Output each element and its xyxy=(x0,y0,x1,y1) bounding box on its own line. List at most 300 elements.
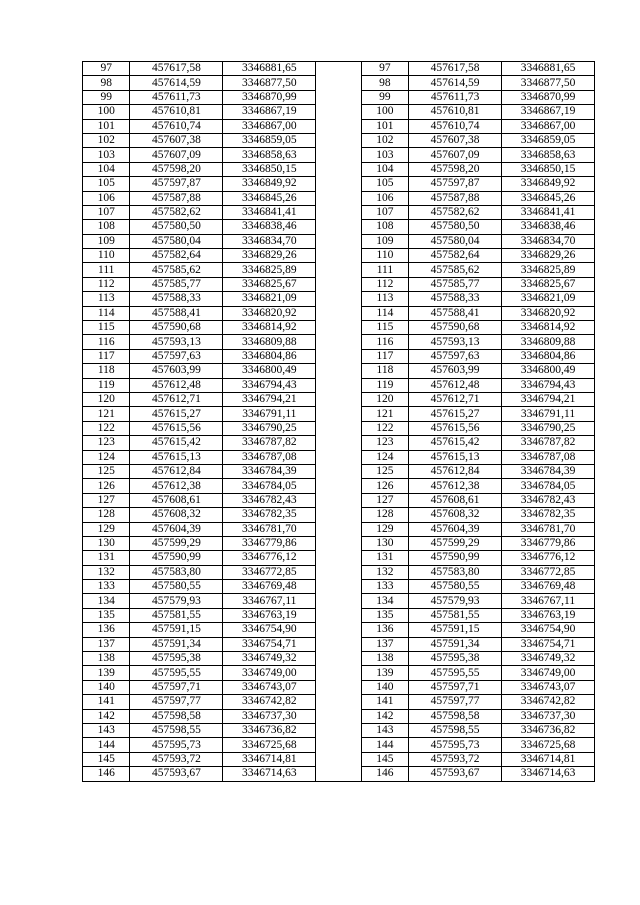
left-x-coordinate-cell: 457612,38 xyxy=(130,479,223,493)
table-row xyxy=(83,695,595,709)
left-x-coordinate-cell: 457603,99 xyxy=(130,364,223,378)
table-row xyxy=(83,536,595,550)
right-y-coordinate-cell: 3346821,09 xyxy=(502,292,595,306)
left-point-number-cell: 122 xyxy=(83,421,130,435)
left-x-coordinate-cell: 457597,77 xyxy=(130,695,223,709)
table-row xyxy=(83,306,595,320)
left-x-coordinate-cell: 457595,38 xyxy=(130,652,223,666)
left-x-coordinate-cell: 457581,55 xyxy=(130,608,223,622)
right-x-coordinate-cell: 457615,13 xyxy=(409,450,502,464)
table-row xyxy=(83,292,595,306)
left-x-coordinate-cell: 457591,34 xyxy=(130,637,223,651)
coordinates-table xyxy=(82,61,595,782)
left-point-number-cell: 129 xyxy=(83,522,130,536)
column-gap xyxy=(316,493,361,507)
right-point-number-cell: 112 xyxy=(361,277,408,291)
right-x-coordinate-cell: 457612,38 xyxy=(409,479,502,493)
table-row xyxy=(83,162,595,176)
right-y-coordinate-cell: 3346787,08 xyxy=(502,450,595,464)
right-x-coordinate-cell: 457615,56 xyxy=(409,421,502,435)
column-gap xyxy=(316,436,361,450)
table-row xyxy=(83,508,595,522)
right-x-coordinate-cell: 457607,38 xyxy=(409,133,502,147)
table-row xyxy=(83,349,595,363)
table-row xyxy=(83,479,595,493)
left-point-number-cell: 97 xyxy=(83,62,130,76)
left-x-coordinate-cell: 457610,74 xyxy=(130,119,223,133)
left-x-coordinate-cell: 457595,73 xyxy=(130,738,223,752)
right-y-coordinate-cell: 3346791,11 xyxy=(502,407,595,421)
left-point-number-cell: 111 xyxy=(83,263,130,277)
table-row xyxy=(83,608,595,622)
right-point-number-cell: 141 xyxy=(361,695,408,709)
right-x-coordinate-cell: 457612,71 xyxy=(409,392,502,406)
right-y-coordinate-cell: 3346849,92 xyxy=(502,177,595,191)
left-point-number-cell: 132 xyxy=(83,565,130,579)
right-point-number-cell: 146 xyxy=(361,767,408,781)
column-gap xyxy=(316,580,361,594)
left-point-number-cell: 130 xyxy=(83,536,130,550)
right-x-coordinate-cell: 457608,32 xyxy=(409,508,502,522)
right-point-number-cell: 125 xyxy=(361,464,408,478)
left-y-coordinate-cell: 3346877,50 xyxy=(223,76,316,90)
right-y-coordinate-cell: 3346870,99 xyxy=(502,90,595,104)
right-x-coordinate-cell: 457593,72 xyxy=(409,752,502,766)
table-row xyxy=(83,752,595,766)
left-x-coordinate-cell: 457593,72 xyxy=(130,752,223,766)
table-row xyxy=(83,76,595,90)
table-row xyxy=(83,436,595,450)
right-y-coordinate-cell: 3346742,82 xyxy=(502,695,595,709)
table-row xyxy=(83,680,595,694)
column-gap xyxy=(316,652,361,666)
table-row xyxy=(83,321,595,335)
right-point-number-cell: 122 xyxy=(361,421,408,435)
left-y-coordinate-cell: 3346787,08 xyxy=(223,450,316,464)
column-gap xyxy=(316,277,361,291)
left-y-coordinate-cell: 3346794,21 xyxy=(223,392,316,406)
left-point-number-cell: 136 xyxy=(83,623,130,637)
left-y-coordinate-cell: 3346858,63 xyxy=(223,148,316,162)
left-y-coordinate-cell: 3346784,39 xyxy=(223,464,316,478)
column-gap xyxy=(316,536,361,550)
right-y-coordinate-cell: 3346825,89 xyxy=(502,263,595,277)
table-row xyxy=(83,522,595,536)
left-y-coordinate-cell: 3346825,67 xyxy=(223,277,316,291)
right-y-coordinate-cell: 3346829,26 xyxy=(502,249,595,263)
left-x-coordinate-cell: 457597,63 xyxy=(130,349,223,363)
right-y-coordinate-cell: 3346794,21 xyxy=(502,392,595,406)
right-point-number-cell: 130 xyxy=(361,536,408,550)
table-row xyxy=(83,133,595,147)
left-y-coordinate-cell: 3346767,11 xyxy=(223,594,316,608)
left-point-number-cell: 110 xyxy=(83,249,130,263)
right-point-number-cell: 145 xyxy=(361,752,408,766)
left-y-coordinate-cell: 3346870,99 xyxy=(223,90,316,104)
right-y-coordinate-cell: 3346772,85 xyxy=(502,565,595,579)
left-x-coordinate-cell: 457612,71 xyxy=(130,392,223,406)
right-point-number-cell: 144 xyxy=(361,738,408,752)
left-point-number-cell: 128 xyxy=(83,508,130,522)
left-y-coordinate-cell: 3346845,26 xyxy=(223,191,316,205)
column-gap xyxy=(316,306,361,320)
right-y-coordinate-cell: 3346736,82 xyxy=(502,723,595,737)
left-point-number-cell: 113 xyxy=(83,292,130,306)
right-point-number-cell: 114 xyxy=(361,306,408,320)
right-point-number-cell: 129 xyxy=(361,522,408,536)
left-x-coordinate-cell: 457590,68 xyxy=(130,321,223,335)
right-y-coordinate-cell: 3346867,19 xyxy=(502,105,595,119)
right-point-number-cell: 134 xyxy=(361,594,408,608)
left-x-coordinate-cell: 457615,42 xyxy=(130,436,223,450)
right-x-coordinate-cell: 457590,99 xyxy=(409,551,502,565)
right-x-coordinate-cell: 457585,77 xyxy=(409,277,502,291)
table-row xyxy=(83,119,595,133)
left-x-coordinate-cell: 457608,61 xyxy=(130,493,223,507)
column-gap xyxy=(316,205,361,219)
right-point-number-cell: 138 xyxy=(361,652,408,666)
right-point-number-cell: 137 xyxy=(361,637,408,651)
table-row xyxy=(83,177,595,191)
table-row xyxy=(83,594,595,608)
right-y-coordinate-cell: 3346834,70 xyxy=(502,234,595,248)
left-point-number-cell: 100 xyxy=(83,105,130,119)
right-x-coordinate-cell: 457604,39 xyxy=(409,522,502,536)
right-y-coordinate-cell: 3346825,67 xyxy=(502,277,595,291)
column-gap xyxy=(316,594,361,608)
right-x-coordinate-cell: 457615,27 xyxy=(409,407,502,421)
column-gap xyxy=(316,392,361,406)
left-point-number-cell: 123 xyxy=(83,436,130,450)
table-row xyxy=(83,623,595,637)
column-gap xyxy=(316,723,361,737)
right-point-number-cell: 128 xyxy=(361,508,408,522)
table-row xyxy=(83,709,595,723)
right-x-coordinate-cell: 457597,63 xyxy=(409,349,502,363)
left-x-coordinate-cell: 457583,80 xyxy=(130,565,223,579)
right-point-number-cell: 135 xyxy=(361,608,408,622)
left-y-coordinate-cell: 3346754,71 xyxy=(223,637,316,651)
column-gap xyxy=(316,464,361,478)
left-x-coordinate-cell: 457607,38 xyxy=(130,133,223,147)
right-y-coordinate-cell: 3346881,65 xyxy=(502,62,595,76)
left-x-coordinate-cell: 457582,62 xyxy=(130,205,223,219)
left-point-number-cell: 118 xyxy=(83,364,130,378)
right-x-coordinate-cell: 457590,68 xyxy=(409,321,502,335)
left-y-coordinate-cell: 3346850,15 xyxy=(223,162,316,176)
left-point-number-cell: 134 xyxy=(83,594,130,608)
right-y-coordinate-cell: 3346749,32 xyxy=(502,652,595,666)
right-point-number-cell: 106 xyxy=(361,191,408,205)
right-y-coordinate-cell: 3346790,25 xyxy=(502,421,595,435)
right-x-coordinate-cell: 457608,61 xyxy=(409,493,502,507)
right-point-number-cell: 117 xyxy=(361,349,408,363)
left-x-coordinate-cell: 457612,48 xyxy=(130,378,223,392)
column-gap xyxy=(316,292,361,306)
column-gap xyxy=(316,551,361,565)
left-y-coordinate-cell: 3346772,85 xyxy=(223,565,316,579)
table-row xyxy=(83,234,595,248)
right-y-coordinate-cell: 3346850,15 xyxy=(502,162,595,176)
right-x-coordinate-cell: 457595,55 xyxy=(409,666,502,680)
left-x-coordinate-cell: 457615,13 xyxy=(130,450,223,464)
column-gap xyxy=(316,220,361,234)
left-x-coordinate-cell: 457590,99 xyxy=(130,551,223,565)
right-point-number-cell: 143 xyxy=(361,723,408,737)
table-row xyxy=(83,263,595,277)
right-x-coordinate-cell: 457614,59 xyxy=(409,76,502,90)
right-y-coordinate-cell: 3346714,81 xyxy=(502,752,595,766)
left-y-coordinate-cell: 3346743,07 xyxy=(223,680,316,694)
right-x-coordinate-cell: 457607,09 xyxy=(409,148,502,162)
column-gap xyxy=(316,752,361,766)
left-y-coordinate-cell: 3346782,35 xyxy=(223,508,316,522)
left-x-coordinate-cell: 457615,27 xyxy=(130,407,223,421)
right-point-number-cell: 111 xyxy=(361,263,408,277)
left-y-coordinate-cell: 3346881,65 xyxy=(223,62,316,76)
right-y-coordinate-cell: 3346859,05 xyxy=(502,133,595,147)
right-point-number-cell: 131 xyxy=(361,551,408,565)
column-gap xyxy=(316,608,361,622)
left-x-coordinate-cell: 457612,84 xyxy=(130,464,223,478)
right-point-number-cell: 142 xyxy=(361,709,408,723)
left-y-coordinate-cell: 3346749,32 xyxy=(223,652,316,666)
left-point-number-cell: 116 xyxy=(83,335,130,349)
table-row xyxy=(83,378,595,392)
left-y-coordinate-cell: 3346736,82 xyxy=(223,723,316,737)
left-y-coordinate-cell: 3346714,81 xyxy=(223,752,316,766)
right-point-number-cell: 126 xyxy=(361,479,408,493)
right-y-coordinate-cell: 3346769,48 xyxy=(502,580,595,594)
left-point-number-cell: 125 xyxy=(83,464,130,478)
left-point-number-cell: 140 xyxy=(83,680,130,694)
table-row xyxy=(83,464,595,478)
left-y-coordinate-cell: 3346859,05 xyxy=(223,133,316,147)
left-x-coordinate-cell: 457599,29 xyxy=(130,536,223,550)
left-x-coordinate-cell: 457615,56 xyxy=(130,421,223,435)
left-x-coordinate-cell: 457588,33 xyxy=(130,292,223,306)
right-y-coordinate-cell: 3346838,46 xyxy=(502,220,595,234)
right-y-coordinate-cell: 3346776,12 xyxy=(502,551,595,565)
right-y-coordinate-cell: 3346820,92 xyxy=(502,306,595,320)
right-x-coordinate-cell: 457582,62 xyxy=(409,205,502,219)
left-point-number-cell: 142 xyxy=(83,709,130,723)
column-gap xyxy=(316,321,361,335)
column-gap xyxy=(316,637,361,651)
left-y-coordinate-cell: 3346776,12 xyxy=(223,551,316,565)
table-row xyxy=(83,205,595,219)
left-x-coordinate-cell: 457580,04 xyxy=(130,234,223,248)
left-x-coordinate-cell: 457611,73 xyxy=(130,90,223,104)
right-point-number-cell: 127 xyxy=(361,493,408,507)
column-gap xyxy=(316,378,361,392)
left-point-number-cell: 103 xyxy=(83,148,130,162)
left-point-number-cell: 120 xyxy=(83,392,130,406)
column-gap xyxy=(316,565,361,579)
left-point-number-cell: 141 xyxy=(83,695,130,709)
left-point-number-cell: 108 xyxy=(83,220,130,234)
left-x-coordinate-cell: 457588,41 xyxy=(130,306,223,320)
left-x-coordinate-cell: 457582,64 xyxy=(130,249,223,263)
right-x-coordinate-cell: 457591,15 xyxy=(409,623,502,637)
left-x-coordinate-cell: 457608,32 xyxy=(130,508,223,522)
column-gap xyxy=(316,234,361,248)
column-gap xyxy=(316,508,361,522)
right-y-coordinate-cell: 3346743,07 xyxy=(502,680,595,694)
left-point-number-cell: 138 xyxy=(83,652,130,666)
left-x-coordinate-cell: 457579,93 xyxy=(130,594,223,608)
table-row xyxy=(83,191,595,205)
table-row xyxy=(83,666,595,680)
right-y-coordinate-cell: 3346754,71 xyxy=(502,637,595,651)
left-y-coordinate-cell: 3346838,46 xyxy=(223,220,316,234)
right-point-number-cell: 123 xyxy=(361,436,408,450)
left-y-coordinate-cell: 3346754,90 xyxy=(223,623,316,637)
right-y-coordinate-cell: 3346754,90 xyxy=(502,623,595,637)
right-x-coordinate-cell: 457617,58 xyxy=(409,62,502,76)
column-gap xyxy=(316,666,361,680)
left-y-coordinate-cell: 3346804,86 xyxy=(223,349,316,363)
left-point-number-cell: 109 xyxy=(83,234,130,248)
left-x-coordinate-cell: 457580,55 xyxy=(130,580,223,594)
left-point-number-cell: 143 xyxy=(83,723,130,737)
right-x-coordinate-cell: 457615,42 xyxy=(409,436,502,450)
right-x-coordinate-cell: 457612,48 xyxy=(409,378,502,392)
left-y-coordinate-cell: 3346809,88 xyxy=(223,335,316,349)
table-row xyxy=(83,493,595,507)
left-x-coordinate-cell: 457607,09 xyxy=(130,148,223,162)
left-x-coordinate-cell: 457593,13 xyxy=(130,335,223,349)
right-y-coordinate-cell: 3346737,30 xyxy=(502,709,595,723)
right-y-coordinate-cell: 3346767,11 xyxy=(502,594,595,608)
left-y-coordinate-cell: 3346867,19 xyxy=(223,105,316,119)
left-y-coordinate-cell: 3346749,00 xyxy=(223,666,316,680)
coordinates-table-body xyxy=(83,62,595,782)
right-y-coordinate-cell: 3346779,86 xyxy=(502,536,595,550)
right-x-coordinate-cell: 457585,62 xyxy=(409,263,502,277)
table-row xyxy=(83,249,595,263)
left-point-number-cell: 131 xyxy=(83,551,130,565)
right-x-coordinate-cell: 457582,64 xyxy=(409,249,502,263)
left-y-coordinate-cell: 3346782,43 xyxy=(223,493,316,507)
column-gap xyxy=(316,263,361,277)
right-point-number-cell: 105 xyxy=(361,177,408,191)
right-point-number-cell: 115 xyxy=(361,321,408,335)
left-point-number-cell: 115 xyxy=(83,321,130,335)
left-point-number-cell: 105 xyxy=(83,177,130,191)
left-y-coordinate-cell: 3346714,63 xyxy=(223,767,316,781)
right-x-coordinate-cell: 457587,88 xyxy=(409,191,502,205)
left-y-coordinate-cell: 3346800,49 xyxy=(223,364,316,378)
right-x-coordinate-cell: 457612,84 xyxy=(409,464,502,478)
table-row xyxy=(83,335,595,349)
right-y-coordinate-cell: 3346867,00 xyxy=(502,119,595,133)
column-gap xyxy=(316,407,361,421)
left-point-number-cell: 139 xyxy=(83,666,130,680)
right-x-coordinate-cell: 457581,55 xyxy=(409,608,502,622)
table-row xyxy=(83,392,595,406)
left-y-coordinate-cell: 3346791,11 xyxy=(223,407,316,421)
right-x-coordinate-cell: 457597,77 xyxy=(409,695,502,709)
table-row xyxy=(83,364,595,378)
left-x-coordinate-cell: 457595,55 xyxy=(130,666,223,680)
right-x-coordinate-cell: 457580,55 xyxy=(409,580,502,594)
column-gap xyxy=(316,680,361,694)
left-point-number-cell: 106 xyxy=(83,191,130,205)
right-x-coordinate-cell: 457593,67 xyxy=(409,767,502,781)
right-y-coordinate-cell: 3346784,39 xyxy=(502,464,595,478)
right-point-number-cell: 139 xyxy=(361,666,408,680)
right-y-coordinate-cell: 3346841,41 xyxy=(502,205,595,219)
right-point-number-cell: 109 xyxy=(361,234,408,248)
column-gap xyxy=(316,191,361,205)
right-x-coordinate-cell: 457598,55 xyxy=(409,723,502,737)
left-point-number-cell: 101 xyxy=(83,119,130,133)
right-point-number-cell: 98 xyxy=(361,76,408,90)
left-x-coordinate-cell: 457591,15 xyxy=(130,623,223,637)
right-point-number-cell: 132 xyxy=(361,565,408,579)
column-gap xyxy=(316,90,361,104)
right-y-coordinate-cell: 3346845,26 xyxy=(502,191,595,205)
right-x-coordinate-cell: 457583,80 xyxy=(409,565,502,579)
column-gap xyxy=(316,479,361,493)
column-gap xyxy=(316,133,361,147)
right-x-coordinate-cell: 457597,71 xyxy=(409,680,502,694)
right-y-coordinate-cell: 3346781,70 xyxy=(502,522,595,536)
column-gap xyxy=(316,695,361,709)
table-row xyxy=(83,637,595,651)
column-gap xyxy=(316,62,361,76)
left-y-coordinate-cell: 3346821,09 xyxy=(223,292,316,306)
right-x-coordinate-cell: 457591,34 xyxy=(409,637,502,651)
left-point-number-cell: 107 xyxy=(83,205,130,219)
column-gap xyxy=(316,450,361,464)
column-gap xyxy=(316,349,361,363)
table-row xyxy=(83,421,595,435)
left-point-number-cell: 126 xyxy=(83,479,130,493)
right-y-coordinate-cell: 3346782,35 xyxy=(502,508,595,522)
left-y-coordinate-cell: 3346784,05 xyxy=(223,479,316,493)
left-x-coordinate-cell: 457598,58 xyxy=(130,709,223,723)
left-x-coordinate-cell: 457597,87 xyxy=(130,177,223,191)
left-x-coordinate-cell: 457587,88 xyxy=(130,191,223,205)
column-gap xyxy=(316,177,361,191)
left-point-number-cell: 114 xyxy=(83,306,130,320)
left-x-coordinate-cell: 457598,20 xyxy=(130,162,223,176)
left-x-coordinate-cell: 457585,77 xyxy=(130,277,223,291)
column-gap xyxy=(316,767,361,781)
right-point-number-cell: 103 xyxy=(361,148,408,162)
right-point-number-cell: 102 xyxy=(361,133,408,147)
table-row xyxy=(83,565,595,579)
left-y-coordinate-cell: 3346820,92 xyxy=(223,306,316,320)
right-x-coordinate-cell: 457610,81 xyxy=(409,105,502,119)
column-gap xyxy=(316,148,361,162)
table-row xyxy=(83,277,595,291)
left-point-number-cell: 137 xyxy=(83,637,130,651)
table-row xyxy=(83,148,595,162)
right-point-number-cell: 100 xyxy=(361,105,408,119)
table-row xyxy=(83,723,595,737)
right-x-coordinate-cell: 457598,58 xyxy=(409,709,502,723)
left-point-number-cell: 119 xyxy=(83,378,130,392)
table-row xyxy=(83,62,595,76)
right-point-number-cell: 120 xyxy=(361,392,408,406)
left-y-coordinate-cell: 3346794,43 xyxy=(223,378,316,392)
table-row xyxy=(83,767,595,781)
left-point-number-cell: 117 xyxy=(83,349,130,363)
table-row xyxy=(83,652,595,666)
